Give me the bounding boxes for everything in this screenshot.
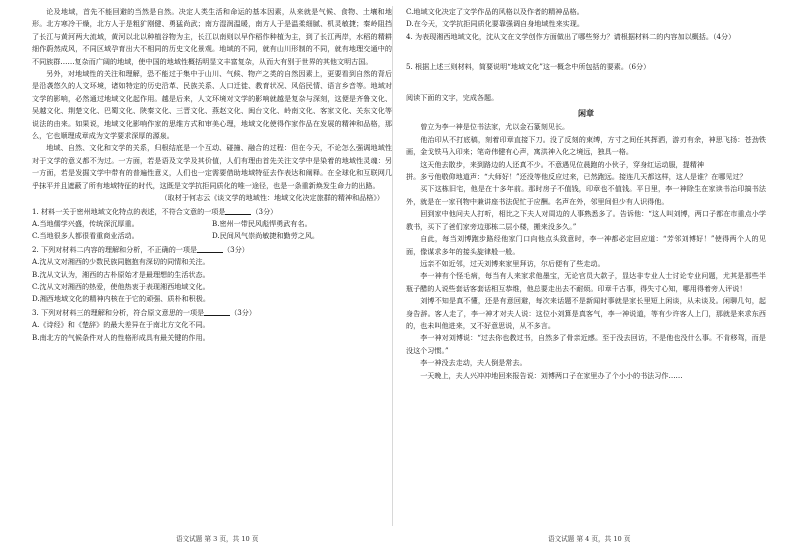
- question-1-text: 1. 材料一关于密州地域文化特点的表述，不符合文意的一项是: [32, 206, 226, 216]
- question-1-option-c: C.当地很多人都很看重商业活动。: [32, 231, 139, 241]
- answer-blank[interactable]: [225, 206, 251, 215]
- question-4: 4. 为表现湘西地域文化，沈从文在文学创作方面做出了哪些努力？请根据材料二的内容加以概括。（4分）: [406, 31, 736, 41]
- question-2-stem: [32, 244, 392, 256]
- question-1-option-a: A.当地儒学兴盛，传统深沉厚重。: [32, 218, 139, 228]
- story-paragraph: 一天晚上，夫人兴冲冲地回来报告说：刘博两口子在家里办了个小小的书法习作……: [420, 370, 683, 380]
- story-paragraph: 他治印从不打底稿，刻着印章直接下刀。没了反刻的束缚，方寸之间任其挥洒，游刃有余，神思飞扬：苍劲铁画，金戈铁马入印来；笔奇伟健有心声，寓洪神入化之境远，独具一格。: [406, 134, 766, 157]
- question-1-option-d: D.民间风气崇尚敏捷和勤劳之风。: [212, 231, 320, 241]
- question-1-options: [32, 218, 392, 243]
- story-paragraph: 李一神有个怪毛病，每当有人来家求他墨宝，无论官员大款子，显达非专业人士讨论专业问题，尤其是那些半瓶子醋的人说些套话客套话相互恭维，他总要走出去不耐烦。印章千古事，得失寸心知，哪用得着旁人评说！: [406, 271, 766, 293]
- reading-intro: 阅读下面的文字，完成各题。: [406, 92, 499, 102]
- question-3-option-d: D.在今天，文学抗拒同质化要靠强调自身地域性来实现。: [406, 19, 584, 29]
- passage-paragraph-2: 另外，对地域性的关注和理解，恐不能过于集中于山川、气候、物产之类的自然因素上，更要看到自然的背后是沿袭悠久的人文环境，诸如特定的历史沿革、民族关系、人口迁徙、教育状况、风俗民情、语言乡音等。地域对文学的影响，必然通过地域文化起作用。越是后来，人文环境对文学的影响就越是复杂与深刻，这便是齐鲁文化、吴越文化、荆楚文化、巴蜀文化、陕秦文化、三晋文化、燕赵文化、闽台文化、岭南文化、客家文化、关东文化等说法的由来。如果说，地域文化影响作家的思维方式和审美心理，地域文化使得作家作品在发展的精神和品格，那么，它也顺理成章成为文学要求深厚的源泉。: [32, 69, 392, 141]
- question-3-text: 3. 下列对材料三的理解和分析，符合原文意思的一项是: [32, 307, 205, 317]
- question-2-option-a: A.沈从文对湘西的少数民族同胞抱有深切的同情和关注。: [32, 257, 210, 267]
- answer-blank[interactable]: [197, 244, 223, 253]
- question-3-score: （3分）: [230, 307, 256, 317]
- story-paragraph: 曾立为李一神是位书法家，尤以金石篆刻见长。: [420, 122, 570, 132]
- question-3-option-b: B.南北方的气候条件对人的性格形成具有最关键的作用。: [32, 332, 210, 342]
- story-paragraph: 李一神对刘博说：“过去你也教过书，自然多了骨亲近感。至于没去回访，不是他也没什么事。不肯移驾，而是没这个习惯。”: [406, 333, 766, 355]
- passage-paragraph-3: 地域、自然、文化和文学的关系，归根结底是一个互动、碰撞、融合的过程：但在今天，不论怎么强调地域性对于文学的意义都不为过。一方面，若是语及文学及其价值，人们有理由首先关注文学中是染着的地域性灵魂：另一方面，若是发掘文学中带有的普遍性意义，人们也一定需要借助地域特征去作表达和阐释。在全球化和互联网几乎抹平并且遮蔽了所有地域特征的时代，这既是文学抗拒同质化的唯一途径，也是一条重新焕发生命力的出路。: [32, 143, 392, 190]
- question-2-option-d: D.湘西地域文化的精神内核在于它的顽强、质朴和积极。: [32, 294, 210, 304]
- left-column: [32, 6, 392, 344]
- question-1-option-b: B.密州一带民风彪悍勇武有名。: [212, 218, 312, 228]
- answer-space: [406, 74, 766, 92]
- story-paragraph: 自此，每当刘博跑步路经他家门口向他点头致意时，李一神都必定回应道：“芳邻刘博好！”使得两个人的见面，像谋求多年的接头旋律般一般。: [406, 234, 766, 256]
- question-1-score: （3分）: [251, 206, 278, 216]
- question-2-score: （3分）: [223, 244, 249, 254]
- question-3-option-c: C.地域文化决定了文学作品的风格以及作者的精神品格。: [406, 7, 584, 16]
- question-3-stem: [32, 307, 392, 319]
- question-2-option-b: B.沈从文认为，湘西的古朴原始才是最理想的生活状态。: [32, 269, 210, 279]
- question-1-stem: [32, 206, 392, 218]
- story-paragraph: 买下这栋旧宅，他是在十多年前。那时房子不值钱，印章也不值钱。平日里，李一神除生在家读书治印搞书法外，就是在一家刊物中兼讲座书法促忙于应酬。名声在外，邻里间但少有人识得他。: [406, 184, 766, 206]
- question-2-option-c: C.沈从文对湘西的热爱，使他热衷于表现湘西地域文化。: [32, 281, 210, 291]
- story-paragraph: 远亲不如近邻，过天刘博来家里拜访，尔后便有了些走动。: [420, 258, 605, 268]
- question-2-text: 2. 下列对材料二内容的理解和分析，不正确的一项是: [32, 244, 198, 254]
- page-footer-right: 语文试题 第 4 页，共 10 页: [548, 535, 631, 543]
- story-paragraph: 这天他去散步，来到路边的人还真不少。不意遇见位晨跑的小伙子，穿身红运动服，提精神: [420, 159, 704, 169]
- story-paragraph: 回到家中他问夫人打听，相比之下夫人对周边的人事熟悉多了。告诉他：“这人叫刘博，两口子都在市重点小学教书，买下了爸们家旁边那栋二层小楼，搬来没多久。”: [406, 209, 766, 231]
- story-paragraph: 李一神没去走动，夫人倒是常去。: [420, 358, 527, 368]
- page-footer-left: 语文试题 第 3 页，共 10 页: [176, 535, 259, 543]
- column-divider: [392, 6, 393, 526]
- question-3-option-a: A.《诗经》和《楚辞》的最大差异在于南北方文化不同。: [32, 320, 210, 330]
- answer-blank[interactable]: [204, 307, 230, 316]
- passage-paragraph-1: 论及地域，首先不能回避的当然是自然。决定人类生活和命运的基本因素，从来就是气候、食物、土壤和地形。北方寒冷干燥，北方人于是粗犷刚健、勇猛尚武；南方湿润温暖，南方人于是温柔细腻、机灵敏捷；秦岭阻挡了长江与黄河两大流域，黄河以北以种植谷物为主，长江以南则以早作稻作种植为主，到了长江两岸，水稻的精耕细作蔚然成风，不同区域孕育出大不相同的历史文化景观。地域的不同，就有山川形制的不同，就有地理交通中的不同族群……复杂而广阔的地域，使中国的地域性概括明显文丰富复杂，从而大有别于世界的其他文明古国。: [32, 7, 392, 66]
- story-title: 闲章: [578, 108, 594, 119]
- story-paragraph: 拼。多亏他敬仰地道声：“大师好！”还没等他反应过来，已然跑远。接连几天都这样，这人是谁？在哪见过？: [406, 172, 747, 182]
- right-column: [406, 6, 766, 382]
- answer-space: [406, 43, 766, 61]
- story-paragraph: 刘博不知是真不懂，还是有意回避，每次来话题不是新闻时事就是家长里短上闲谈，从未谈及。闲聊几句，起身告辞。客人走了，李一神才对夫人说：这位小刘算是真客气，李一神说道，等有少许客人上门，那就是来求东西的，也未叫他进来，又不好意思说，从不多言。: [406, 296, 766, 330]
- question-5: 5. 根据上述三则材料，简要说明“地域文化”这一概念中所包括的要素。（6分）: [406, 62, 651, 72]
- passage-source: （取材于何志云《谈文学的地域性：地域文化决定旅群的精神和品格》）: [160, 193, 384, 203]
